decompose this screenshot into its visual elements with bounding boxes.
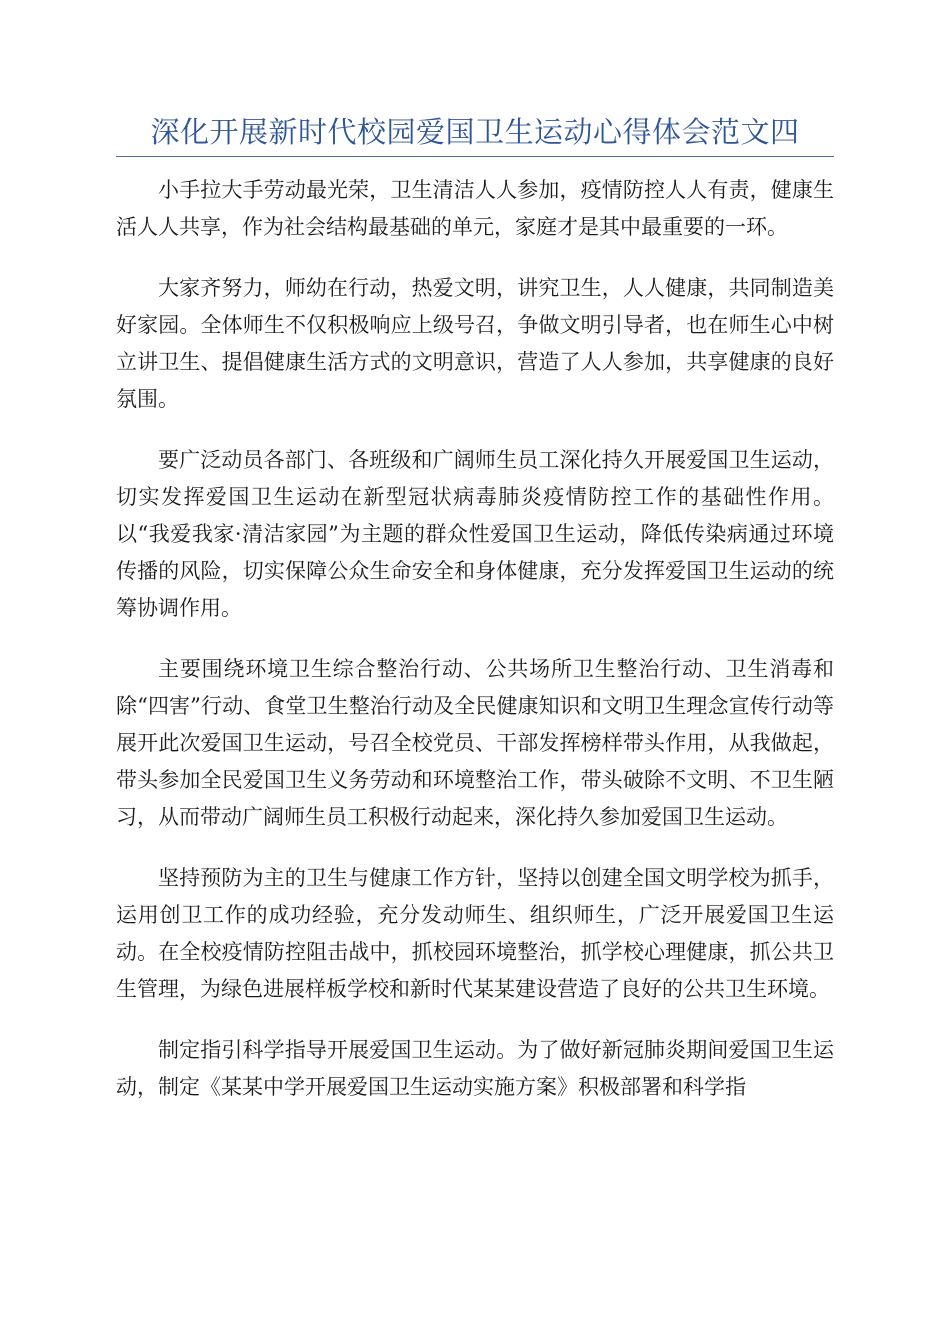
paragraph-2: 大家齐努力，师幼在行动，热爱文明，讲究卫生，人人健康，共同制造美好家园。全体师生不仅积极响应上级号召，争做文明引导者，也在师生心中树立讲卫生、提倡健康生活方式的文明意识，营造了人人参加，共享健康的良好氛围。 (116, 276, 834, 411)
paragraph-4: 主要围绕环境卫生综合整治行动、公共场所卫生整治行动、卫生消毒和除“四害”行动、食堂卫生整治行动及全民健康知识和文明卫生理念宣传行动等展开此次爱国卫生运动，号召全校党员、干部发挥榜样带头作用，从我做起，带头参加全民爱国卫生义务劳动和环境整治工作，带头破除不文明、不卫生陋习，从而带动广阔师生员工积极行动起来，深化持久参加爱国卫生运动。 (116, 657, 834, 829)
paragraph-6: 制定指引科学指导开展爱国卫生运动。为了做好新冠肺炎期间爱国卫生运动，制定《某某中学开展爱国卫生运动实施方案》积极部署和科学指 (116, 1038, 834, 1099)
paragraph-1: 小手拉大手劳动最光荣，卫生清洁人人参加，疫情防控人人有责，健康生活人人共享，作为社会结构最基础的单元，家庭才是其中最重要的一环。 (116, 178, 834, 239)
paragraph-5: 坚持预防为主的卫生与健康工作方针，坚持以创建全国文明学校为抓手，运用创卫工作的成功经验，充分发动师生、组织师生，广泛开展爱国卫生运动。在全校疫情防控阻击战中，抓校园环境整治，抓学校心理健康，抓公共卫生管理，为绿色进展样板学校和新时代某某建设营造了良好的公共卫生环境。 (116, 866, 834, 1001)
page-title: 深化开展新时代校园爱国卫生运动心得体会范文四 (150, 115, 800, 149)
title-block (116, 112, 834, 157)
paragraph-3: 要广泛动员各部门、各班级和广阔师生员工深化持久开展爱国卫生运动，切实发挥爱国卫生运动在新型冠状病毒肺炎疫情防控工作的基础性作用。以“我爱我家·清洁家园”为主题的群众性爱国卫生运动，降低传染病通过环境传播的风险，切实保障公众生命安全和身体健康，充分发挥爱国卫生运动的统筹协调作用。 (116, 448, 834, 620)
document-body (116, 172, 834, 1130)
